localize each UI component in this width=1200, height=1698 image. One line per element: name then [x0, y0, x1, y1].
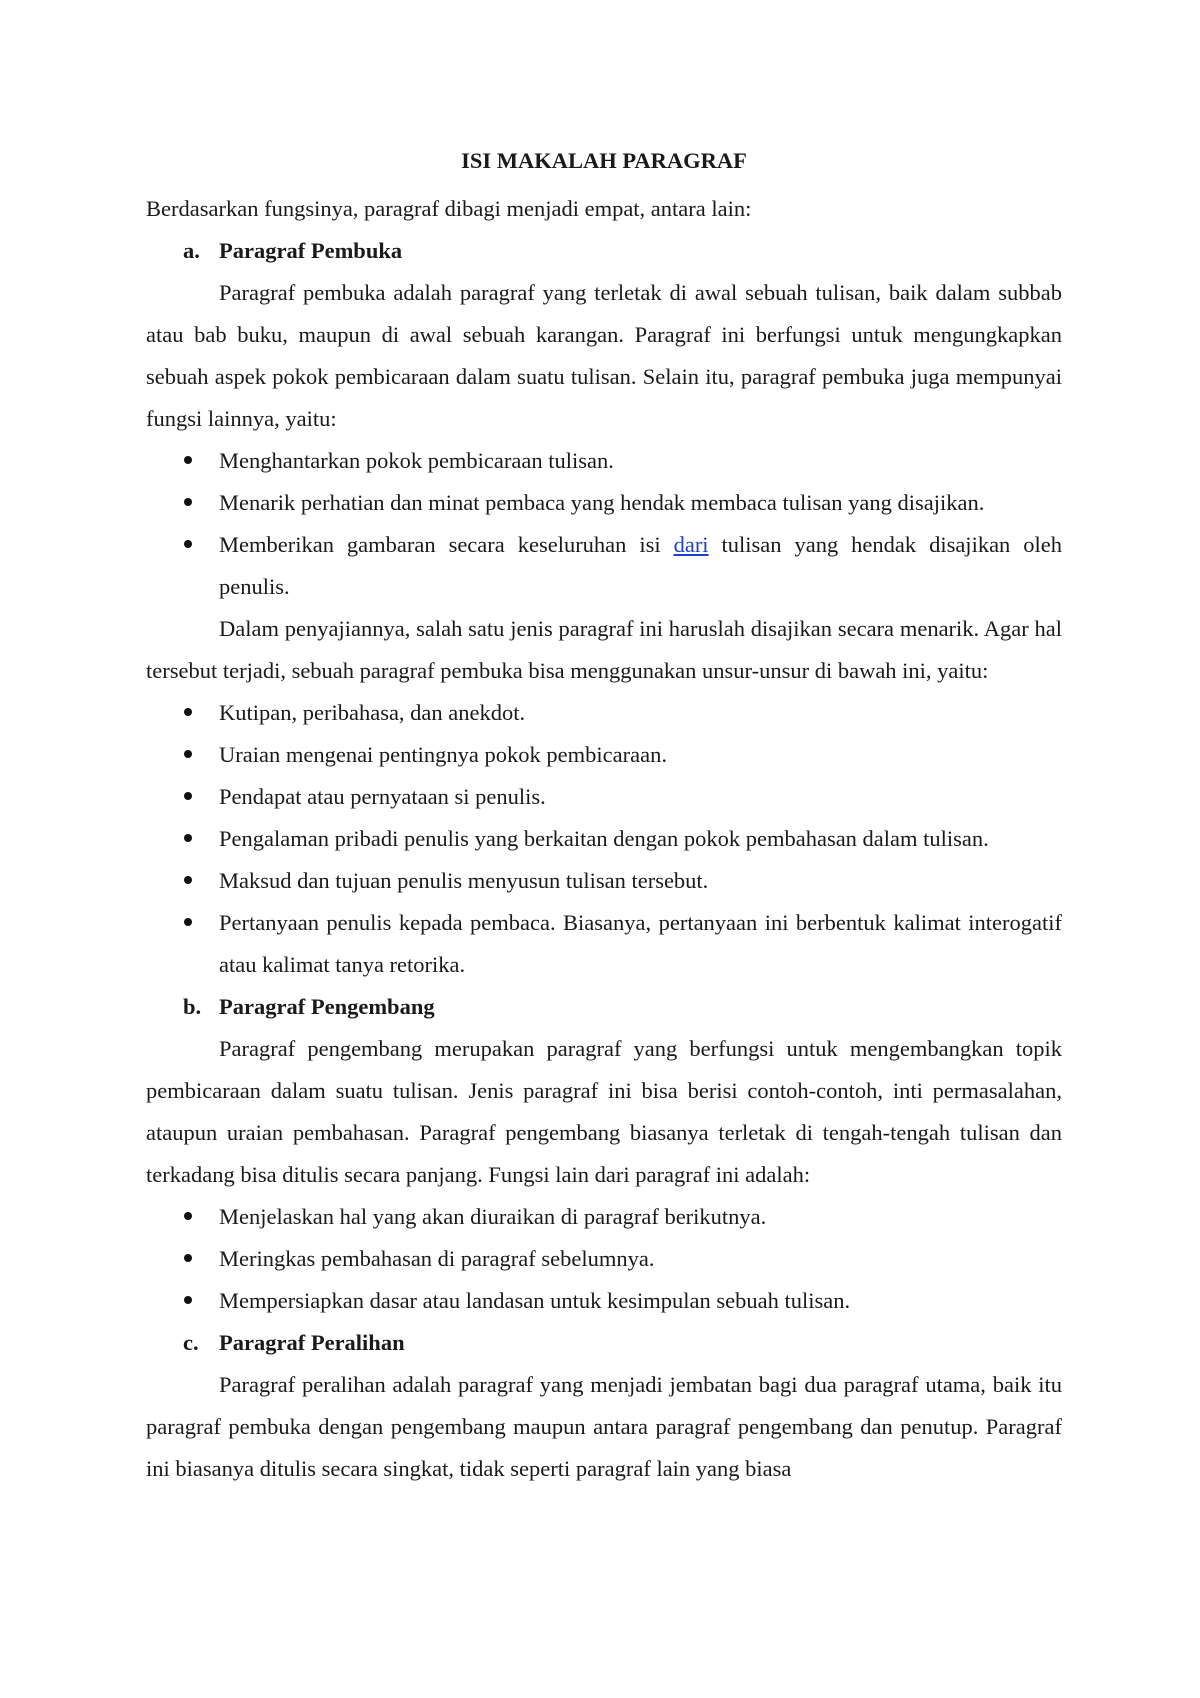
list-item: Menghantarkan pokok pembicaraan tulisan.	[146, 440, 1062, 482]
section-c-heading	[146, 1322, 1062, 1364]
page-title: ISI MAKALAH PARAGRAF	[461, 148, 747, 173]
list-item: Meringkas pembahasan di paragraf sebelumnya.	[146, 1238, 1062, 1280]
section-b-letter: b.	[183, 994, 202, 1019]
section-b-title: Paragraf Pengembang	[219, 994, 435, 1019]
dari-link[interactable]: dari	[673, 532, 709, 557]
list-item: Mempersiapkan dasar atau landasan untuk kesimpulan sebuah tulisan.	[146, 1280, 1062, 1322]
section-b-heading	[146, 986, 1062, 1028]
section-a-paragraph-2: Dalam penyajiannya, salah satu jenis paragraf ini haruslah disajikan secara menarik. Agar hal tersebut terjadi, sebuah paragraf pembuka bisa menggunakan unsur-unsur di bawah ini, yaitu:	[146, 616, 1062, 683]
section-a-heading	[146, 230, 1062, 272]
list-item: Maksud dan tujuan penulis menyusun tulisan tersebut.	[146, 860, 1062, 902]
section-c-paragraph-1: Paragraf peralihan adalah paragraf yang menjadi jembatan bagi dua paragraf utama, baik itu paragraf pembuka dengan pengembang maupun antara paragraf pengembang dan penutup. Paragraf ini biasanya ditulis secara singkat, tidak seperti paragraf lain yang biasa	[146, 1372, 1062, 1481]
section-c-letter: c.	[183, 1330, 199, 1355]
list-item: Pengalaman pribadi penulis yang berkaitan dengan pokok pembahasan dalam tulisan.	[146, 818, 1062, 860]
list-item: Pertanyaan penulis kepada pembaca. Biasanya, pertanyaan ini berbentuk kalimat interogatif atau kalimat tanya retorika.	[146, 902, 1062, 986]
section-a-letter: a.	[183, 238, 200, 263]
list-item: Kutipan, peribahasa, dan anekdot.	[146, 692, 1062, 734]
section-a-paragraph-1: Paragraf pembuka adalah paragraf yang terletak di awal sebuah tulisan, baik dalam subbab atau bab buku, maupun di awal sebuah karangan. Paragraf ini berfungsi untuk mengungkapkan sebuah aspek pokok pembicaraan dalam suatu tulisan. Selain itu, paragraf pembuka juga mempunyai fungsi lainnya, yaitu:	[146, 280, 1062, 431]
intro-paragraph: Berdasarkan fungsinya, paragraf dibagi menjadi empat, antara lain:	[146, 196, 752, 221]
section-a-element-list	[146, 692, 1062, 986]
section-b-paragraph-1: Paragraf pengembang merupakan paragraf yang berfungsi untuk mengembangkan topik pembicaraan dalam suatu tulisan. Jenis paragraf ini bisa berisi contoh-contoh, inti permasalahan, ataupun uraian pembahasan. Paragraf pengembang biasanya terletak di tengah-tengah tulisan dan terkadang bisa ditulis secara panjang. Fungsi lain dari paragraf ini adalah:	[146, 1036, 1062, 1187]
list-item: Uraian mengenai pentingnya pokok pembicaraan.	[146, 734, 1062, 776]
section-a-function-list	[146, 440, 1062, 608]
section-c-title: Paragraf Peralihan	[219, 1330, 405, 1355]
list-item: Pendapat atau pernyataan si penulis.	[146, 776, 1062, 818]
list-item-text-before-link: Memberikan gambaran secara keseluruhan isi	[219, 532, 674, 557]
list-item: Menjelaskan hal yang akan diuraikan di paragraf berikutnya.	[146, 1196, 1062, 1238]
list-item	[146, 524, 1062, 608]
section-a-title: Paragraf Pembuka	[219, 238, 403, 263]
list-item-text-after-link: tulisan yang hendak disajikan oleh penulis.	[219, 532, 1062, 599]
list-item: Menarik perhatian dan minat pembaca yang hendak membaca tulisan yang disajikan.	[146, 482, 1062, 524]
section-b-function-list	[146, 1196, 1062, 1322]
document-body	[146, 140, 1062, 1490]
